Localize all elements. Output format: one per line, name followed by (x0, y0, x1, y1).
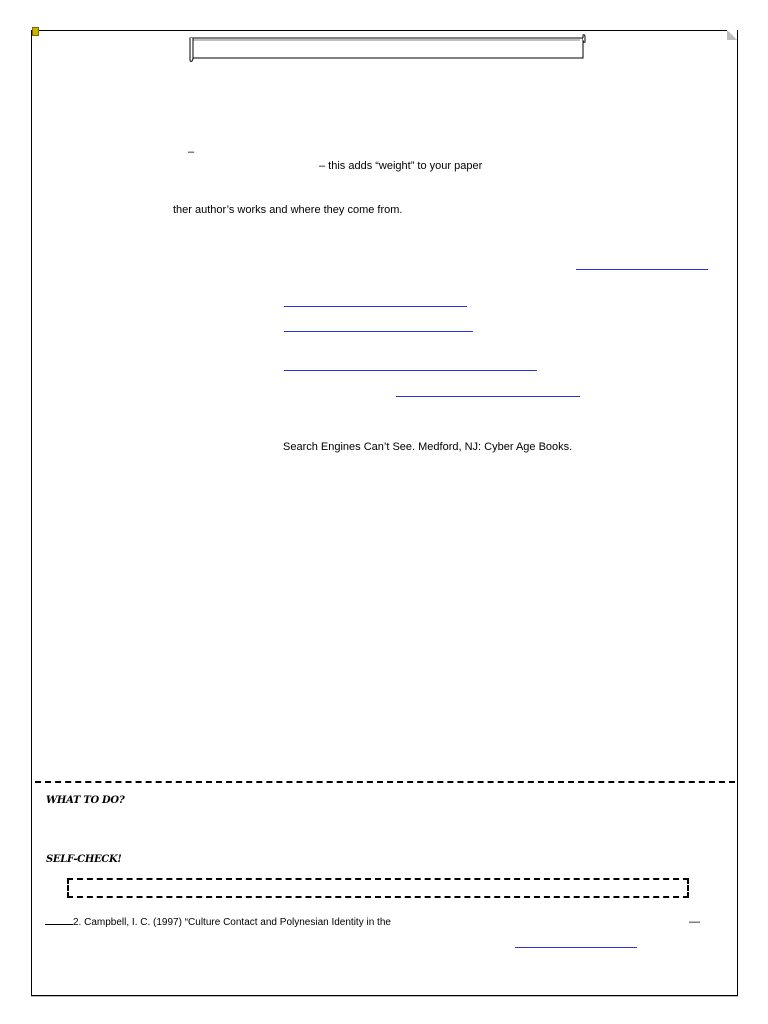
answer-blank[interactable] (45, 924, 73, 925)
hyperlink-underline[interactable] (284, 370, 537, 371)
hyperlink-underline[interactable] (284, 331, 473, 332)
scroll-banner (187, 34, 586, 62)
page-fold-corner (727, 30, 737, 40)
self-check-item-2 (45, 916, 391, 929)
page-bottom-rule (31, 996, 738, 997)
author-works-line: ther author’s works and where they come from. (173, 204, 403, 216)
anchor-icon (32, 27, 39, 36)
item-dash: — (689, 916, 700, 928)
answer-box (67, 878, 689, 898)
hyperlink-underline[interactable] (396, 396, 580, 397)
self-check-heading: SELF-CHECK! (46, 854, 122, 865)
item-text: Campbell, I. C. (1997) “Culture Contact and Polynesian Identity in the (84, 917, 391, 928)
search-engines-citation: Search Engines Can’t See. Medford, NJ: Cyber Age Books. (283, 441, 573, 453)
section-separator (35, 781, 735, 783)
hyperlink-underline[interactable] (576, 269, 708, 270)
hyperlink-underline[interactable] (284, 306, 467, 307)
hyperlink-underline[interactable] (515, 947, 637, 948)
what-to-do-heading: WHAT TO DO? (46, 795, 125, 806)
item-number: 2. (73, 917, 82, 928)
weight-note: – this adds “weight” to your paper (319, 160, 483, 172)
dash-mark: – (188, 146, 195, 158)
page-border (31, 30, 738, 996)
